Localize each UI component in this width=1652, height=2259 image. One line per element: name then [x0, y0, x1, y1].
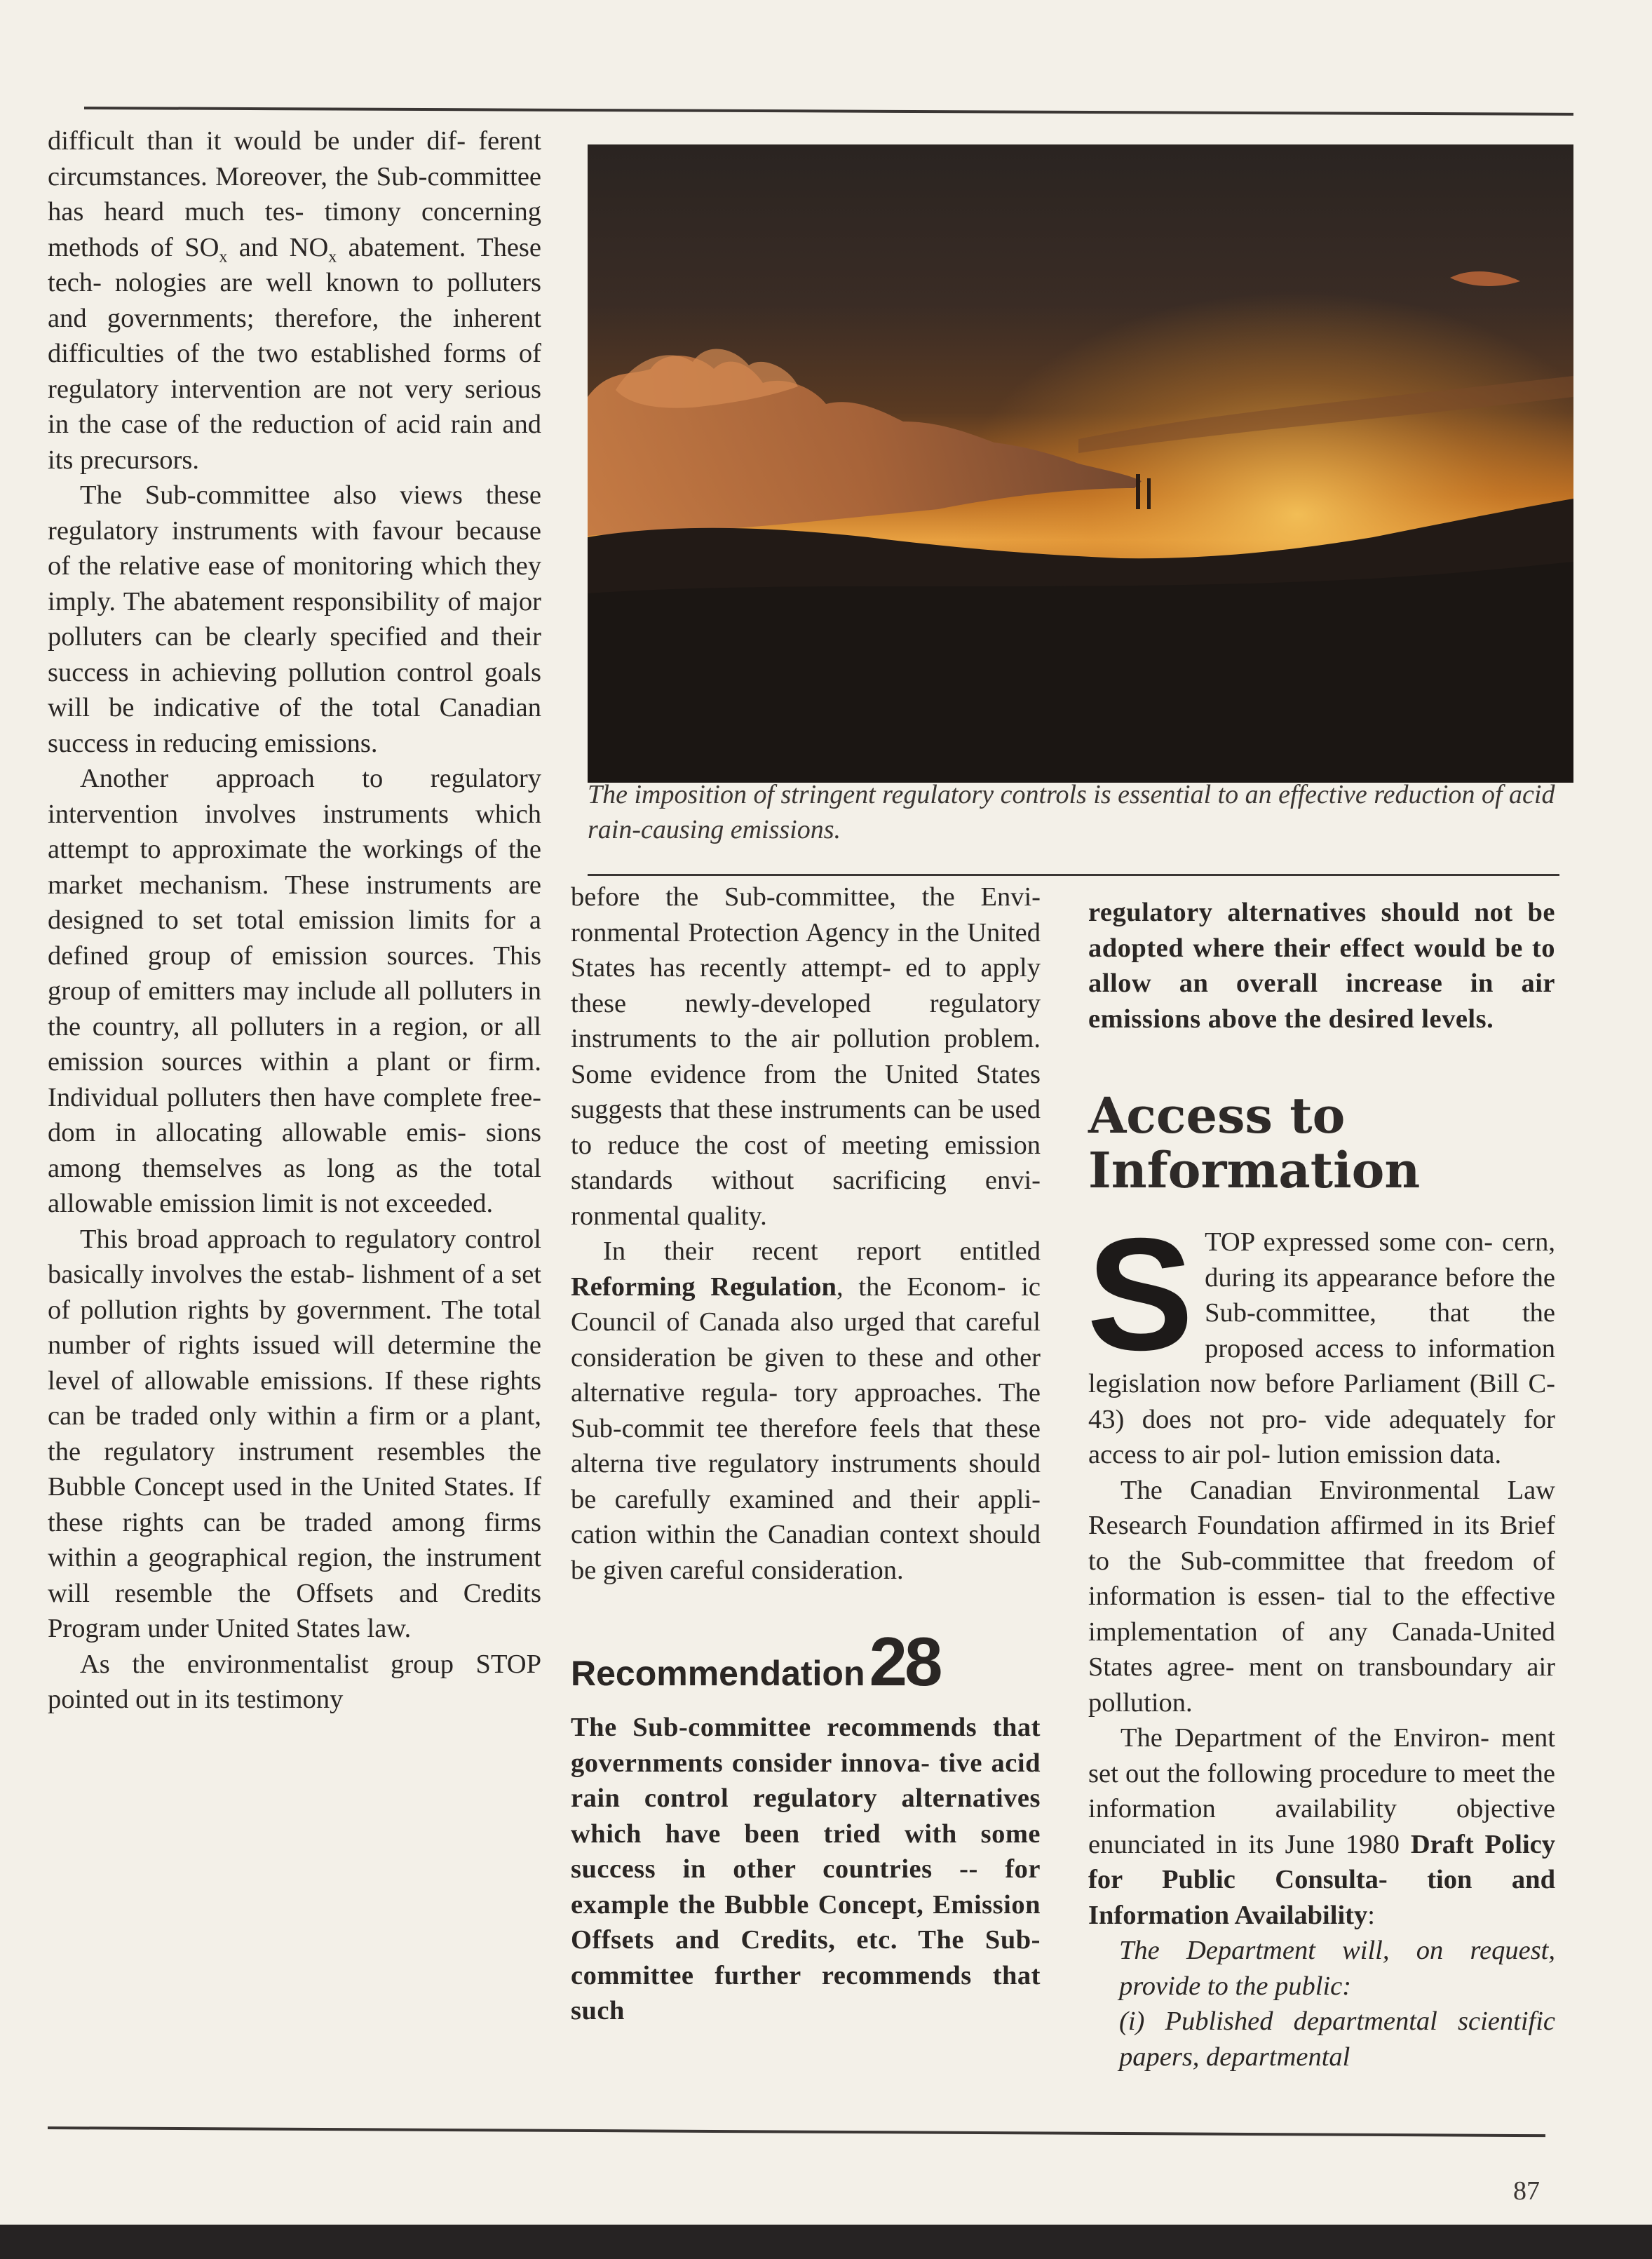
recommendation-text: The Sub-committee recommends that governments consider innova- tive acid rain control regulatory alternatives which have been tried with some success in other countries -- for example the Bubble Concept, Emission Offsets and Credits, etc. The Sub-committee further recommends that such — [571, 1713, 1041, 2025]
paragraph: In their recent report entitled Reforming Regulation, the Econom- ic Council of Canada also urged that careful consideration be given to these and other alternative regula- tory approaches. The Sub-commit tee therefore feels that these alterna tive regulatory instruments should be carefully examined and their appli- cation within the Canadian context should be given careful consideration. — [571, 1236, 1041, 1585]
top-rule — [84, 107, 1573, 116]
paragraph: As the environmentalist group STOP pointed out in its testimony — [48, 1649, 541, 1714]
caption-rule — [588, 874, 1559, 876]
paragraph: This broad approach to regulatory control basically involves the estab- lishment of a set of pollution rights by government. The total number of rights issued will determine the level of allowable emissions. If these rights can be traded only within a firm or a plant, the regulatory instrument resembles the Bubble Concept used in the United States. If these rights can be traded among firms within a geographical region, the instrument will resemble the Offsets and Credits Program under United States law. — [48, 1224, 541, 1643]
recommendation-label: Recommendation — [571, 1654, 865, 1693]
bottom-rule — [48, 2126, 1545, 2137]
scan-edge — [0, 2225, 1652, 2259]
paragraph: difficult than it would be under dif- ferent circumstances. Moreover, the Sub-committee has heard much tes- timony concerning methods of $SO_x$ and $NO_x$ abatement. These tech- nologies are well known to polluters and governments; therefore, the inherent difficulties of the two established forms of regulatory intervention are not very serious in the case of the reduction of acid rain and its precursors. — [48, 126, 541, 475]
recommendation-number: 28 — [869, 1623, 940, 1700]
text-column-right — [1088, 895, 1555, 2075]
text-column-middle — [571, 879, 1041, 2029]
paragraph: The Canadian Environmental Law Research Foundation affirmed in its Brief to the Sub-committee that freedom of information is essen- tial to the effective implementation of any Canada-United States agree- ment on transboundary air pollution. — [1088, 1475, 1555, 1718]
paragraph: The Sub-committee also views these regulatory instruments with favour because of the relative ease of monitoring which they imply. The abatement responsibility of major polluters can be clearly specified and their success in achieving pollution control goals will be indicative of the total Canadian success in reducing emissions. — [48, 480, 541, 758]
page-number: 87 — [1513, 2176, 1540, 2206]
quotation: (i) Published departmental scientific papers, departmental — [1119, 2007, 1555, 2072]
recommendation-heading — [571, 1623, 1041, 1700]
sunset-smokestack-photo — [588, 144, 1573, 783]
recommendation-text-continued: regulatory alternatives should not be adopted where their effect would be to allow an overall increase in air emissions above the desired levels. — [1088, 898, 1555, 1034]
text-column-left — [48, 123, 541, 1718]
photo-caption: The imposition of stringent regulatory controls is essential to an effective reduction of acid rain-causing emissions. — [588, 780, 1555, 844]
paragraph: Another approach to regulatory intervention involves instruments which attempt to approximate the workings of the market mechanism. These instruments are designed to set total emission limits for a defined group of emission sources. This group of emitters may include all polluters in the country, all polluters in a region, or all emission sources within a plant or firm. Individual polluters then have complete free- dom in allocating allowable emis- sions among themselves as long as the total allowable emission limit is not exceeded. — [48, 764, 541, 1218]
paragraph: STOP expressed some con- cern, during its appearance before the Sub-committee, that the proposed access to information legislation now before Parliament (Bill C-43) does not pro- vide adequately for access to air pol- lution emission data. — [1087, 1206, 1555, 1469]
paragraph: The Department of the Environ- ment set out the following procedure to meet the information availability objective enunciated in its June 1980 Draft Policy for Public Consulta- tion and Information Availability: — [1088, 1723, 1555, 1930]
paragraph: before the Sub-committee, the Envi- ronmental Protection Agency in the United States has recently attempt- ed to apply these newly-developed regulatory instruments to the air pollution problem. Some evidence from the United States suggests that these instruments can be used to reduce the cost of meeting emission standards without sacrificing envi- ronmental quality. — [571, 882, 1041, 1231]
quotation: The Department will, on request, provide to the public: — [1119, 1936, 1555, 2001]
section-heading: Access to Information — [1088, 1086, 1421, 1199]
drop-cap: S — [1087, 1206, 1194, 1384]
